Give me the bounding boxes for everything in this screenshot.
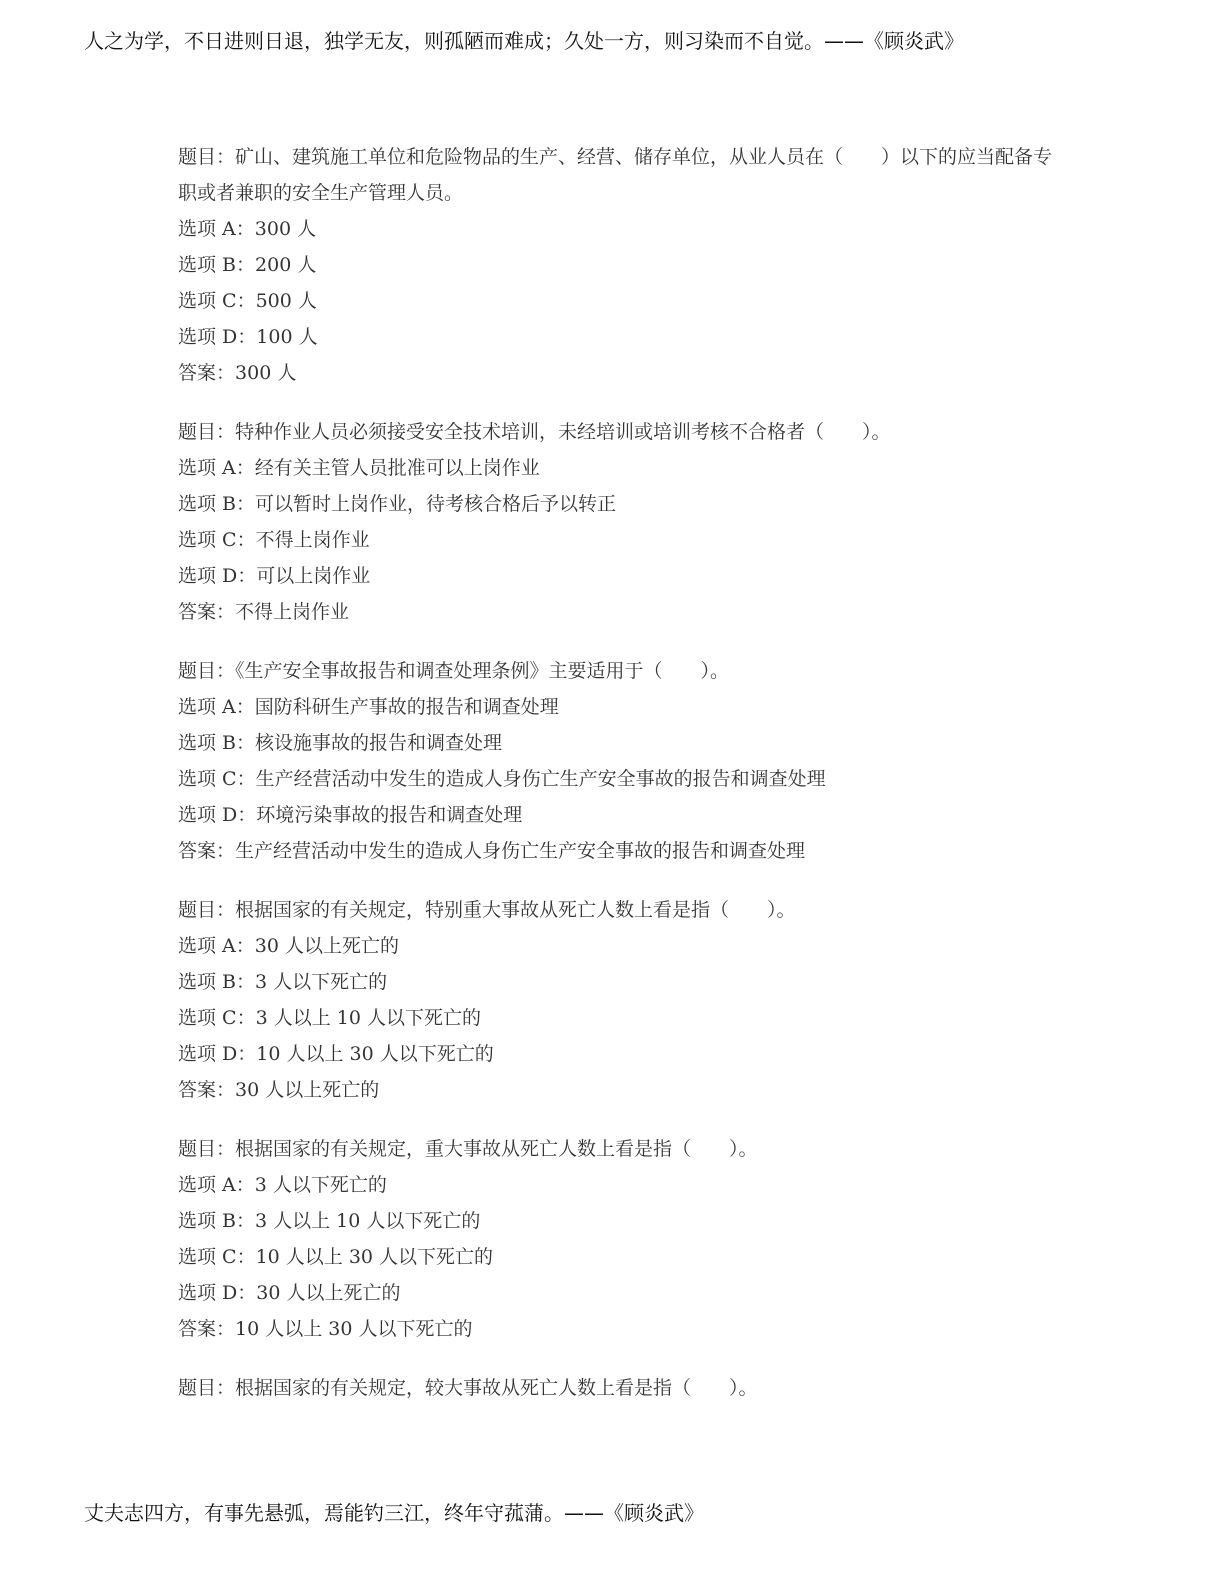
question-block-5: [178, 1131, 1058, 1347]
option-c-text: 10 人以上 30 人以下死亡的: [255, 1246, 494, 1268]
option-d: [178, 319, 1058, 355]
question-label: 题目：: [178, 421, 236, 443]
question-label: 题目：: [178, 1377, 236, 1399]
option-d: [178, 1036, 1058, 1072]
option-d-text: 100 人: [256, 326, 318, 348]
question-stem: [178, 892, 1058, 928]
answer-text: 30 人以上死亡的: [235, 1079, 380, 1101]
option-c-label: 选项 C：: [178, 1007, 256, 1029]
option-b-label: 选项 B：: [178, 732, 256, 754]
answer: [178, 1072, 1058, 1108]
answer-label: 答案：: [178, 601, 236, 623]
option-c-text: 3 人以上 10 人以下死亡的: [255, 1007, 481, 1029]
option-b-text: 200 人: [255, 254, 317, 276]
question-text: 矿山、建筑施工单位和危险物品的生产、经营、储存单位，从业人员在（ ）以下的应当配备专职或者兼职的安全生产管理人员。: [178, 146, 1053, 204]
question-stem: [178, 414, 1058, 450]
question-label: 题目：: [178, 146, 236, 168]
question-stem: [178, 1370, 1058, 1406]
option-c-label: 选项 C：: [178, 768, 256, 790]
option-a-text: 30 人以上死亡的: [254, 935, 399, 957]
answer: [178, 594, 1058, 630]
question-text: 特种作业人员必须接受安全技术培训，未经培训或培训考核不合格者（ ）。: [235, 421, 891, 443]
option-d-label: 选项 D：: [178, 326, 257, 348]
option-b-label: 选项 B：: [178, 971, 256, 993]
option-a: [178, 450, 1058, 486]
option-a: [178, 1167, 1058, 1203]
option-a-text: 300 人: [254, 218, 317, 240]
option-d-label: 选项 D：: [178, 1282, 257, 1304]
question-block-3: [178, 653, 1058, 869]
option-c-label: 选项 C：: [178, 290, 256, 312]
option-a-label: 选项 A：: [178, 218, 255, 240]
question-text: 根据国家的有关规定，特别重大事故从死亡人数上看是指（ ）。: [235, 899, 796, 921]
option-b-text: 可以暂时上岗作业，待考核合格后予以转正: [255, 493, 617, 515]
option-a: [178, 211, 1058, 247]
option-c: [178, 1239, 1058, 1275]
option-c-label: 选项 C：: [178, 529, 256, 551]
header-quote: 人之为学，不日进则日退，独学无友，则孤陋而难成；久处一方，则习染而不自觉。——《顾炎武》: [84, 29, 964, 53]
answer-label: 答案：: [178, 840, 236, 862]
option-b-label: 选项 B：: [178, 1210, 256, 1232]
option-d-text: 环境污染事故的报告和调查处理: [256, 804, 523, 826]
option-a-label: 选项 A：: [178, 1174, 255, 1196]
option-c: [178, 1000, 1058, 1036]
question-block-2: [178, 414, 1058, 630]
option-b: [178, 1203, 1058, 1239]
option-c: [178, 522, 1058, 558]
question-block-6: [178, 1370, 1058, 1406]
option-b: [178, 247, 1058, 283]
question-text: 《生产安全事故报告和调查处理条例》主要适用于（ ）。: [235, 660, 730, 682]
option-d-label: 选项 D：: [178, 1043, 257, 1065]
answer-text: 10 人以上 30 人以下死亡的: [235, 1318, 473, 1340]
option-a-text: 国防科研生产事故的报告和调查处理: [254, 696, 559, 718]
question-label: 题目：: [178, 660, 236, 682]
question-block-4: [178, 892, 1058, 1108]
option-a-label: 选项 A：: [178, 935, 255, 957]
question-stem: [178, 653, 1058, 689]
option-d: [178, 558, 1058, 594]
option-c-text: 生产经营活动中发生的造成人身伤亡生产安全事故的报告和调查处理: [255, 768, 826, 790]
option-d: [178, 797, 1058, 833]
question-text: 根据国家的有关规定，较大事故从死亡人数上看是指（ ）。: [235, 1377, 758, 1399]
option-b: [178, 486, 1058, 522]
option-b-label: 选项 B：: [178, 254, 256, 276]
answer: [178, 833, 1058, 869]
option-d-label: 选项 D：: [178, 804, 257, 826]
option-c-label: 选项 C：: [178, 1246, 256, 1268]
option-a: [178, 928, 1058, 964]
answer: [178, 355, 1058, 391]
question-label: 题目：: [178, 899, 236, 921]
question-block-1: [178, 139, 1058, 391]
option-d-label: 选项 D：: [178, 565, 257, 587]
question-stem: [178, 139, 1058, 211]
option-c: [178, 283, 1058, 319]
option-a: [178, 689, 1058, 725]
option-c-text: 500 人: [255, 290, 317, 312]
answer-text: 生产经营活动中发生的造成人身伤亡生产安全事故的报告和调查处理: [235, 840, 806, 862]
option-d: [178, 1275, 1058, 1311]
footer-quote: 丈夫志四方，有事先悬弧，焉能钓三江，终年守菰蒲。——《顾炎武》: [84, 1501, 704, 1525]
question-label: 题目：: [178, 1138, 236, 1160]
option-b: [178, 964, 1058, 1000]
answer: [178, 1311, 1058, 1347]
answer-label: 答案：: [178, 1079, 236, 1101]
option-c: [178, 761, 1058, 797]
option-b: [178, 725, 1058, 761]
option-b-text: 3 人以下死亡的: [255, 971, 388, 993]
option-d-text: 可以上岗作业: [256, 565, 371, 587]
option-a-text: 经有关主管人员批准可以上岗作业: [254, 457, 540, 479]
option-a-label: 选项 A：: [178, 696, 255, 718]
question-text: 根据国家的有关规定，重大事故从死亡人数上看是指（ ）。: [235, 1138, 758, 1160]
option-d-text: 30 人以上死亡的: [256, 1282, 401, 1304]
option-b-text: 3 人以上 10 人以下死亡的: [255, 1210, 481, 1232]
question-stem: [178, 1131, 1058, 1167]
option-b-text: 核设施事故的报告和调查处理: [255, 732, 503, 754]
option-c-text: 不得上岗作业: [255, 529, 370, 551]
answer-text: 不得上岗作业: [235, 601, 350, 623]
answer-label: 答案：: [178, 362, 236, 384]
option-a-label: 选项 A：: [178, 457, 255, 479]
option-a-text: 3 人以下死亡的: [254, 1174, 387, 1196]
answer-label: 答案：: [178, 1318, 236, 1340]
answer-text: 300 人: [235, 362, 297, 384]
question-list: [178, 139, 1058, 1429]
option-b-label: 选项 B：: [178, 493, 256, 515]
option-d-text: 10 人以上 30 人以下死亡的: [256, 1043, 494, 1065]
